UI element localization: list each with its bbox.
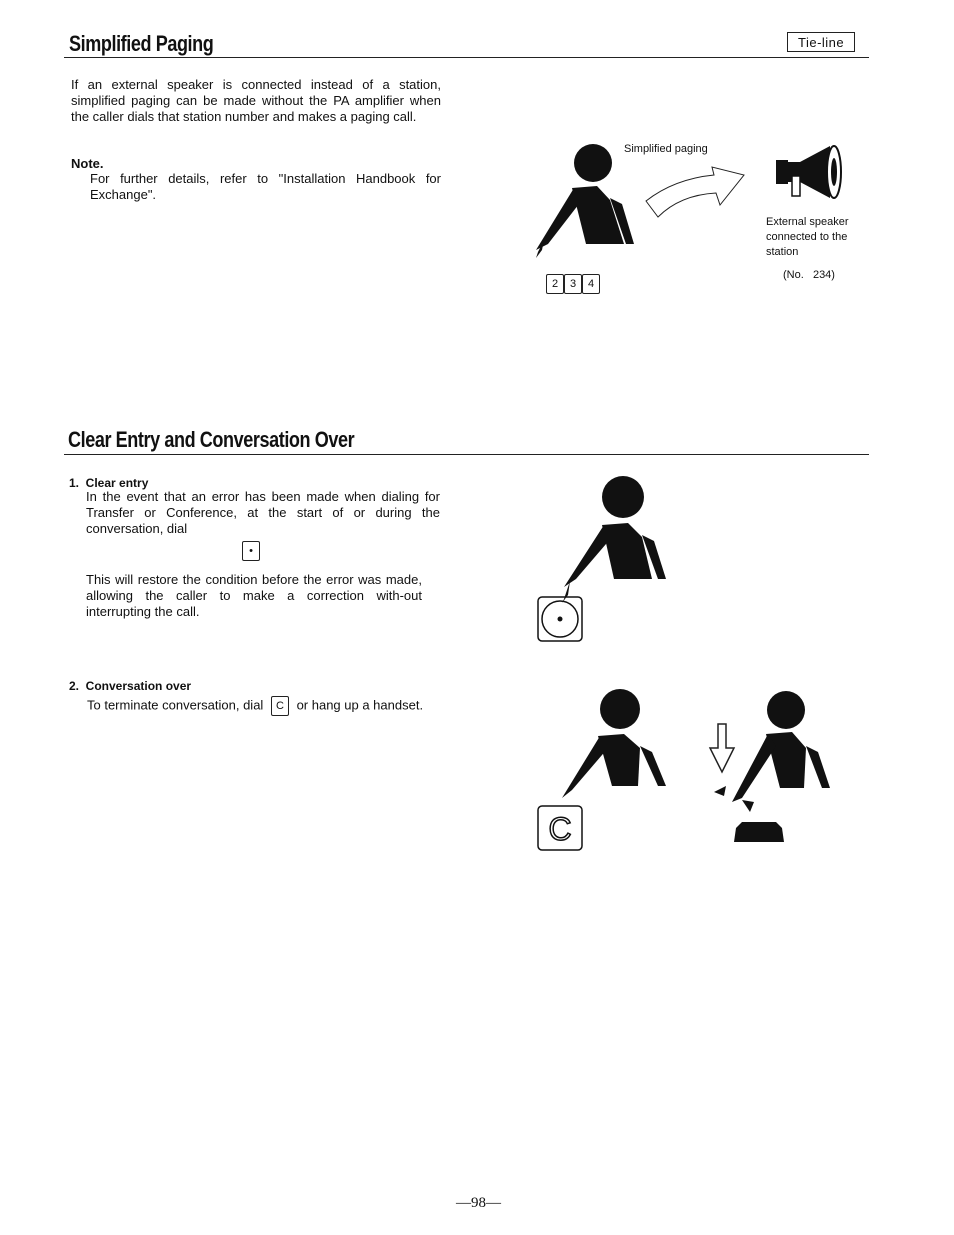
clear-entry-heading: 1. Clear entry — [69, 476, 149, 490]
caller-figure-clear-illustration — [536, 475, 676, 645]
station-number: (No. 234) — [783, 269, 835, 281]
loudspeaker-icon — [772, 142, 848, 204]
arrow-caption: Simplified paging — [624, 143, 708, 155]
tie-line-tag: Tie-line — [787, 32, 855, 52]
svg-text:C: C — [548, 811, 572, 847]
dialed-keys — [546, 274, 600, 294]
note-label: Note. — [71, 156, 104, 171]
curved-arrow-icon — [644, 165, 748, 221]
c-key: C — [271, 696, 289, 716]
key-3: 3 — [564, 274, 582, 294]
speaker-caption: External speaker connected to the station — [766, 216, 849, 258]
caller-figure-dial-c-illustration — [536, 686, 676, 856]
clear-entry-result-text: This will restore the condition before the error was made, allowing the caller to make a correction with-out interrupting the call. — [86, 572, 422, 619]
key-2: 2 — [546, 274, 564, 294]
note-text: For further details, refer to "Installation Handbook for Exchange". — [90, 171, 441, 202]
section-title-clear-entry: Clear Entry and Conversation Over — [68, 427, 355, 452]
section-title-simplified-paging: Simplified Paging — [69, 31, 214, 56]
section-rule — [64, 57, 869, 58]
conversation-over-text: To terminate conversation, dial C or hang up a handset. — [87, 696, 423, 716]
key-4: 4 — [582, 274, 600, 294]
page-number: —98— — [456, 1195, 501, 1211]
caller-figure-illustration — [530, 140, 640, 260]
hang-up-figure-illustration — [706, 688, 836, 848]
simplified-paging-description: If an external speaker is connected instead of a station, simplified paging can be made without the PA amplifier when the caller dials that station number and makes a paging call. — [71, 77, 441, 124]
section-rule — [64, 454, 869, 455]
conversation-over-heading: 2. Conversation over — [69, 679, 192, 693]
clear-key: • — [242, 541, 260, 561]
clear-entry-text: In the event that an error has been made when dialing for Transfer or Conference, at the start of or during the conversation, dial — [86, 489, 440, 536]
